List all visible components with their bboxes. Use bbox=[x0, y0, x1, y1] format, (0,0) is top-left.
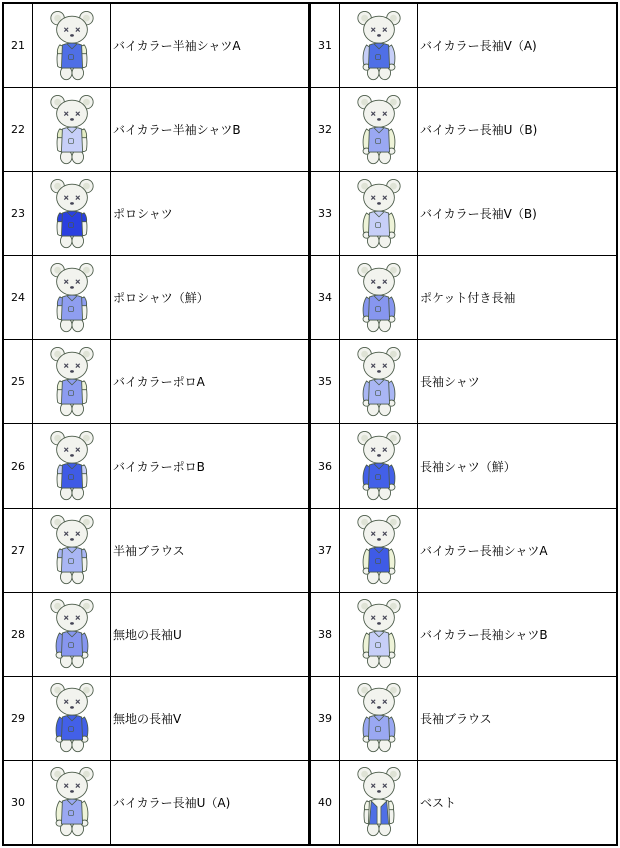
item-name: バイカラー長袖シャツB bbox=[418, 592, 617, 676]
table-row bbox=[4, 592, 308, 676]
bear-icon bbox=[340, 680, 417, 756]
item-number: 37 bbox=[311, 508, 340, 592]
item-name: バイカラー長袖V（A) bbox=[418, 4, 617, 88]
bear-icon bbox=[340, 344, 417, 420]
item-image-cell bbox=[340, 340, 418, 424]
item-image-cell bbox=[33, 340, 111, 424]
item-name: バイカラー長袖V（B) bbox=[418, 172, 617, 256]
item-image-cell bbox=[33, 424, 111, 508]
item-image-cell bbox=[33, 592, 111, 676]
table-row bbox=[4, 676, 308, 760]
table-row bbox=[311, 508, 616, 592]
bear-icon bbox=[340, 8, 417, 84]
item-image-cell bbox=[340, 88, 418, 172]
item-image-cell bbox=[340, 676, 418, 760]
table-row bbox=[4, 4, 308, 88]
item-number: 34 bbox=[311, 256, 340, 340]
item-name: ベスト bbox=[418, 760, 617, 844]
bear-icon bbox=[340, 92, 417, 168]
item-name: バイカラー半袖シャツA bbox=[111, 4, 309, 88]
item-name: バイカラー長袖U（A) bbox=[111, 760, 309, 844]
item-image-cell bbox=[340, 592, 418, 676]
bear-icon bbox=[33, 176, 110, 252]
item-image-cell bbox=[340, 424, 418, 508]
bear-icon bbox=[33, 428, 110, 504]
bear-icon bbox=[340, 512, 417, 588]
bear-icon bbox=[33, 344, 110, 420]
item-name: 長袖ブラウス bbox=[418, 676, 617, 760]
item-image-cell bbox=[33, 760, 111, 844]
table-row bbox=[311, 88, 616, 172]
table-row bbox=[311, 340, 616, 424]
item-number: 24 bbox=[4, 256, 33, 340]
item-name: 長袖シャツ bbox=[418, 340, 617, 424]
item-number: 25 bbox=[4, 340, 33, 424]
table-row bbox=[311, 592, 616, 676]
item-name: バイカラー長袖シャツA bbox=[418, 508, 617, 592]
table-row bbox=[311, 760, 616, 844]
table-row bbox=[4, 88, 308, 172]
bear-icon bbox=[33, 260, 110, 336]
item-image-cell bbox=[340, 760, 418, 844]
item-name: 半袖ブラウス bbox=[111, 508, 309, 592]
item-name: バイカラーポロA bbox=[111, 340, 309, 424]
item-image-cell bbox=[33, 4, 111, 88]
item-number: 28 bbox=[4, 592, 33, 676]
right-panel bbox=[309, 2, 618, 846]
right-table bbox=[311, 4, 616, 844]
item-image-cell bbox=[340, 256, 418, 340]
item-image-cell bbox=[340, 172, 418, 256]
item-image-cell bbox=[33, 256, 111, 340]
item-name: バイカラー長袖U（B) bbox=[418, 88, 617, 172]
item-number: 29 bbox=[4, 676, 33, 760]
item-number: 38 bbox=[311, 592, 340, 676]
item-number: 39 bbox=[311, 676, 340, 760]
table-row bbox=[311, 172, 616, 256]
item-number: 22 bbox=[4, 88, 33, 172]
item-name: 無地の長袖V bbox=[111, 676, 309, 760]
left-panel bbox=[2, 2, 310, 846]
item-number: 21 bbox=[4, 4, 33, 88]
item-image-cell bbox=[33, 172, 111, 256]
item-number: 26 bbox=[4, 424, 33, 508]
table-row bbox=[311, 4, 616, 88]
item-name: ポロシャツ bbox=[111, 172, 309, 256]
bear-icon bbox=[340, 596, 417, 672]
table-row bbox=[4, 256, 308, 340]
item-number: 30 bbox=[4, 760, 33, 844]
item-name: ポケット付き長袖 bbox=[418, 256, 617, 340]
item-number: 40 bbox=[311, 760, 340, 844]
bear-icon bbox=[33, 680, 110, 756]
left-table bbox=[4, 4, 308, 844]
bear-icon bbox=[33, 596, 110, 672]
item-image-cell bbox=[33, 676, 111, 760]
bear-icon bbox=[340, 428, 417, 504]
item-image-cell bbox=[340, 4, 418, 88]
item-catalog bbox=[2, 2, 618, 844]
table-row bbox=[311, 424, 616, 508]
bear-icon bbox=[33, 92, 110, 168]
table-row bbox=[4, 340, 308, 424]
table-row bbox=[311, 256, 616, 340]
item-image-cell bbox=[340, 508, 418, 592]
bear-icon bbox=[33, 512, 110, 588]
item-number: 27 bbox=[4, 508, 33, 592]
table-row bbox=[4, 172, 308, 256]
item-name: ポロシャツ（鮮） bbox=[111, 256, 309, 340]
item-number: 36 bbox=[311, 424, 340, 508]
bear-icon bbox=[33, 764, 110, 840]
item-number: 32 bbox=[311, 88, 340, 172]
bear-icon bbox=[340, 260, 417, 336]
item-number: 23 bbox=[4, 172, 33, 256]
item-image-cell bbox=[33, 508, 111, 592]
item-name: バイカラーポロB bbox=[111, 424, 309, 508]
item-image-cell bbox=[33, 88, 111, 172]
item-number: 31 bbox=[311, 4, 340, 88]
table-row bbox=[4, 424, 308, 508]
item-name: バイカラー半袖シャツB bbox=[111, 88, 309, 172]
table-row bbox=[4, 508, 308, 592]
item-number: 33 bbox=[311, 172, 340, 256]
bear-icon bbox=[33, 8, 110, 84]
item-name: 長袖シャツ（鮮） bbox=[418, 424, 617, 508]
item-name: 無地の長袖U bbox=[111, 592, 309, 676]
table-row bbox=[4, 760, 308, 844]
bear-icon bbox=[340, 176, 417, 252]
item-number: 35 bbox=[311, 340, 340, 424]
table-row bbox=[311, 676, 616, 760]
bear-icon bbox=[340, 764, 417, 840]
